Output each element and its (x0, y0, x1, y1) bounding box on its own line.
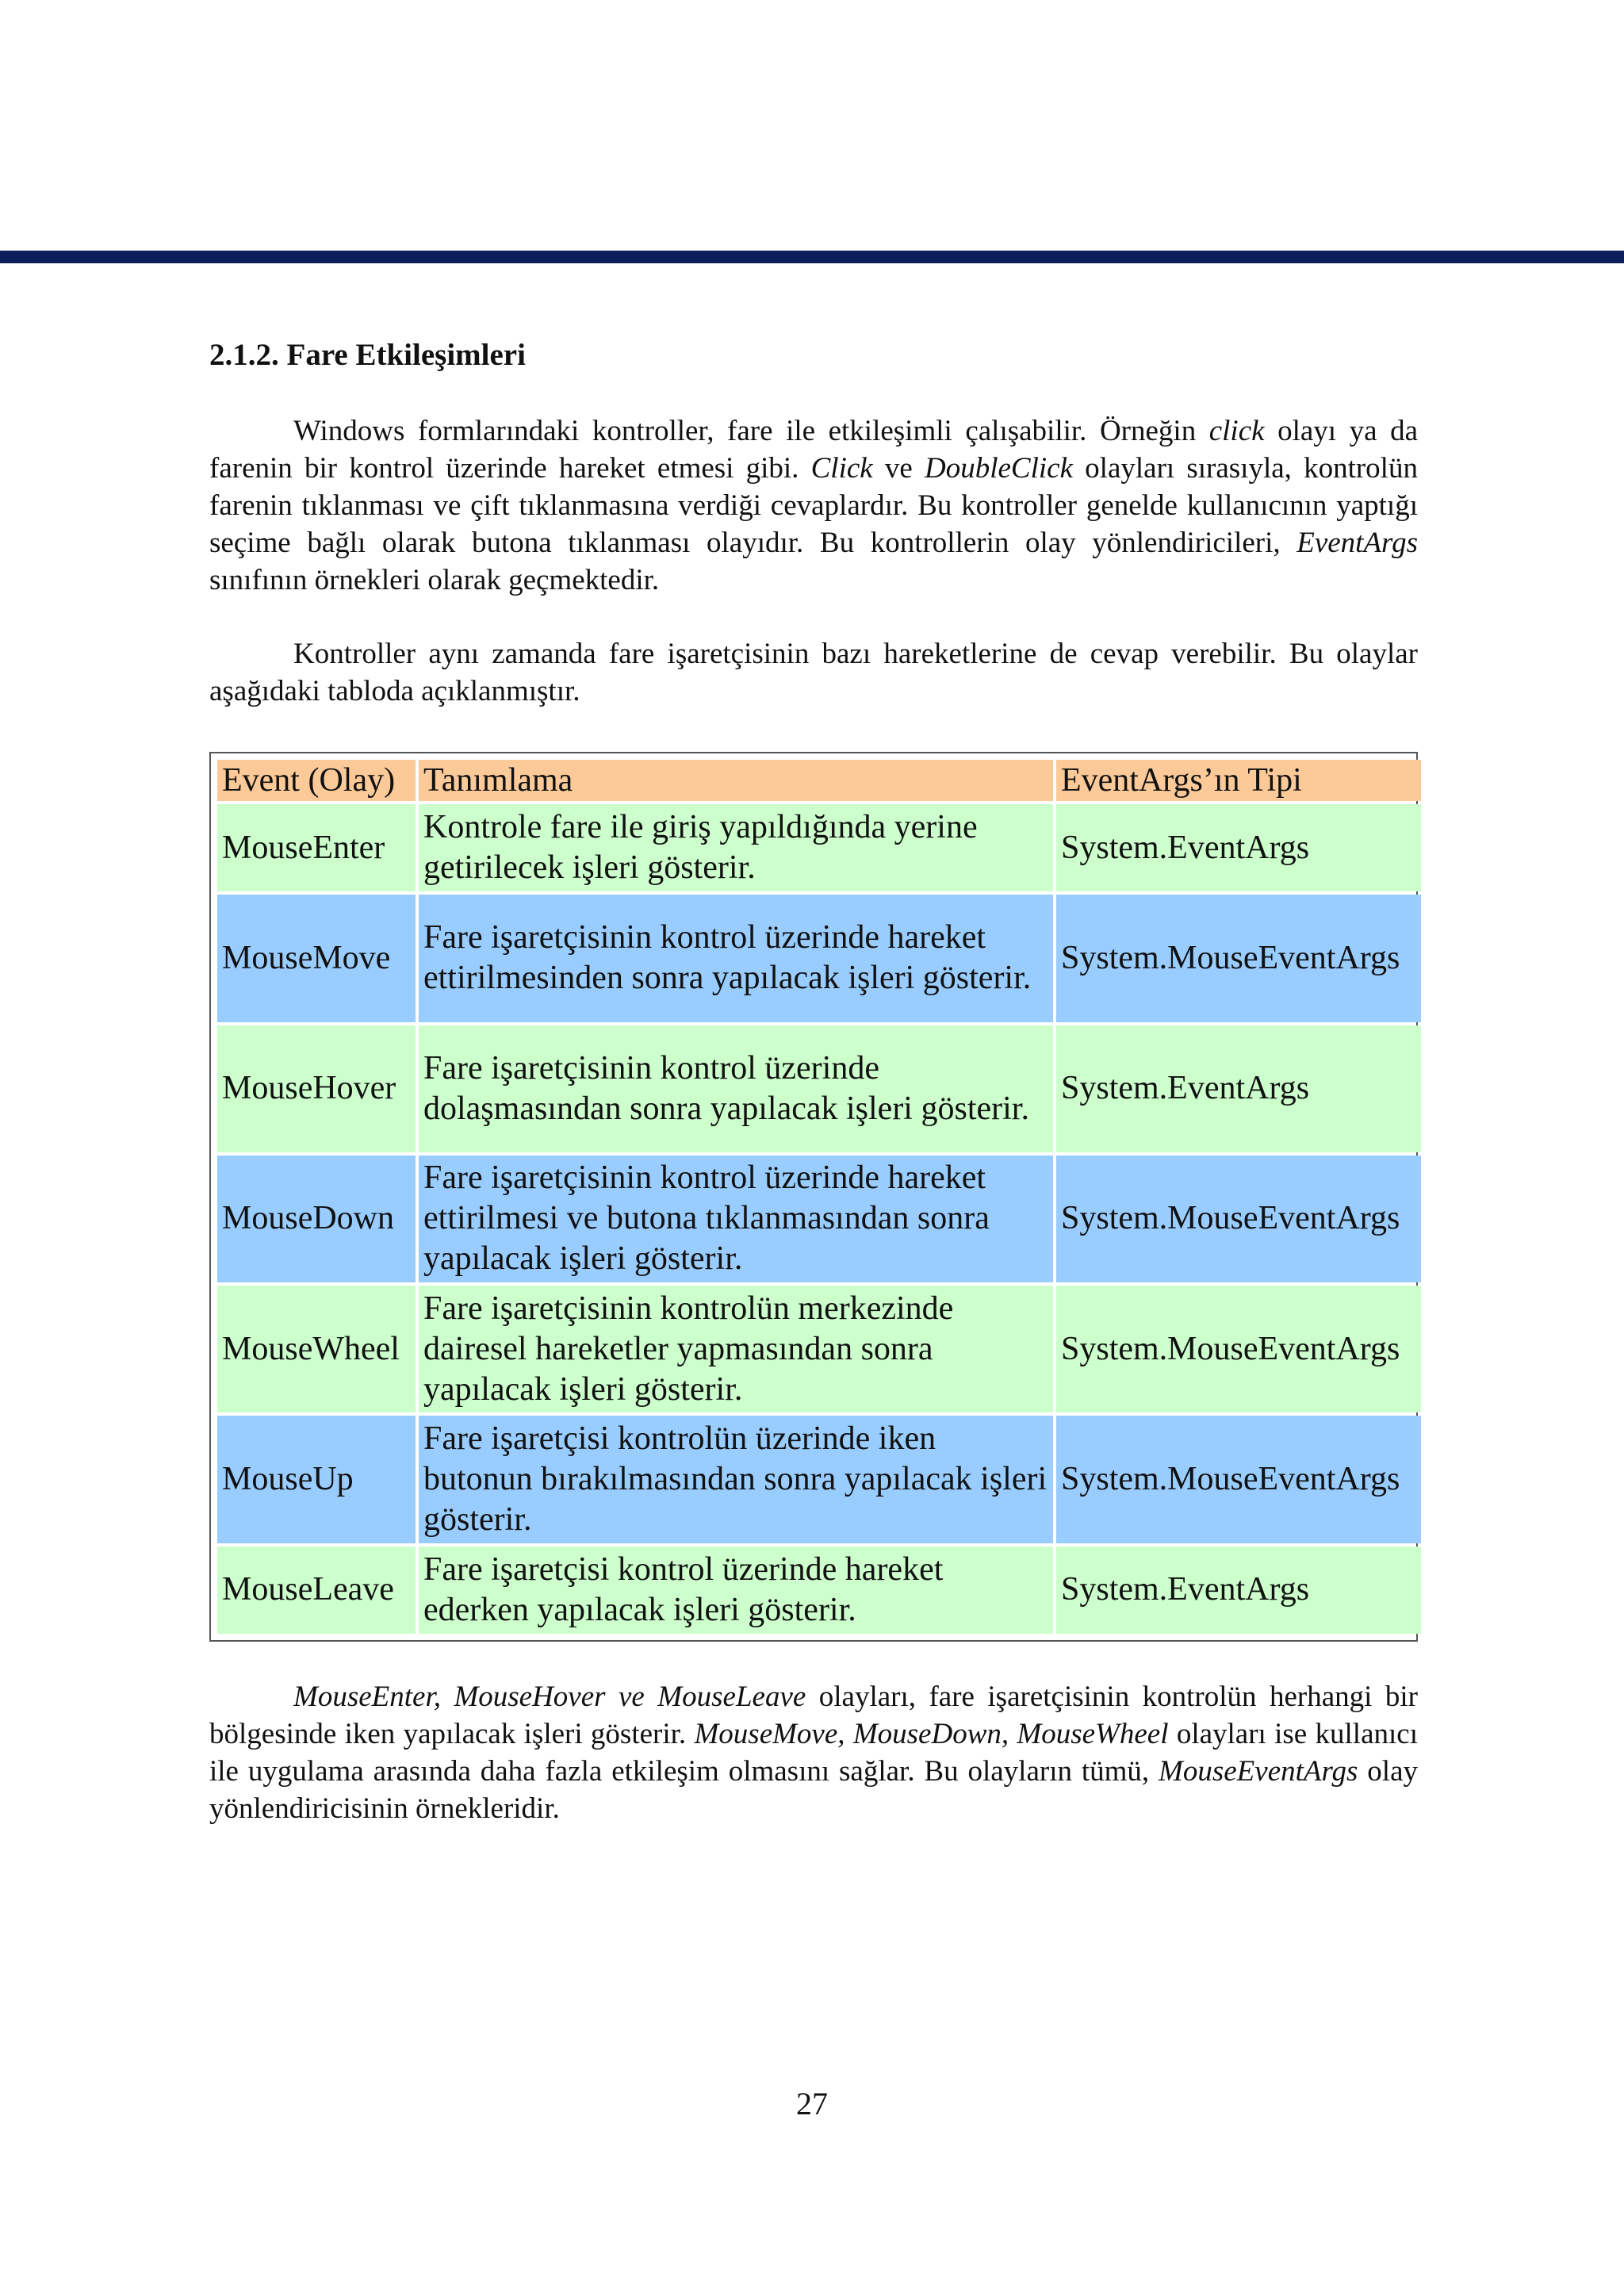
table-header-row (217, 760, 1421, 801)
event-description: Fare işaretçisinin kontrol üzerinde hareket ettirilmesi ve butona tıklanmasından sonra yapılacak işleri gösterir. (419, 1156, 1053, 1282)
event-args-type: System.MouseEventArgs (1056, 1286, 1421, 1412)
table-row (217, 895, 1421, 1021)
event-description: Fare işaretçisinin kontrol üzerinde dolaşmasından sonra yapılacak işleri gösterir. (419, 1025, 1053, 1152)
event-name: MouseDown (217, 1156, 416, 1282)
p3-text-2: olayları ise kullanıcı ile uygulama arasında daha fazla etkileşim olmasını sağlar. Bu olayların tümü, (209, 1718, 1418, 1788)
after-table-content (209, 1678, 1418, 1827)
events-table (214, 757, 1424, 1637)
header-rule (0, 251, 1624, 263)
event-description: Fare işaretçisi kontrol üzerinde hareket ederken yapılacak işleri gösterir. (419, 1547, 1053, 1634)
section-title: 2.1.2. Fare Etkileşimleri (209, 338, 526, 372)
table-row (217, 1286, 1421, 1412)
event-args-type: System.MouseEventArgs (1056, 1416, 1421, 1543)
p1-text-2: olayı ya da farenin bir kontrol üzerinde hareket etmesi gibi. (209, 415, 1418, 485)
event-description: Fare işaretçisinin kontrolün merkezinde dairesel hareketler yapmasından sonra yapılacak işleri gösterir. (419, 1286, 1053, 1412)
p1-text-5: sınıfının örnekleri olarak geçmektedir. (209, 564, 660, 596)
paragraph-2: Kontroller aynı zamanda fare işaretçisinin bazı hareketlerine de cevap verebilir. Bu olaylar aşağıdaki tabloda açıklanmıştır. (209, 638, 1418, 707)
events-table-frame (209, 752, 1418, 1642)
p3-emph-1: MouseEnter, MouseHover ve MouseLeave (293, 1681, 806, 1713)
p1-emph-2: Click (810, 452, 873, 485)
table-row (217, 804, 1421, 891)
event-name: MouseEnter (217, 804, 416, 891)
header-event: Event (Olay) (217, 760, 416, 801)
event-name: MouseUp (217, 1416, 416, 1543)
table-row (217, 1416, 1421, 1543)
event-args-type: System.EventArgs (1056, 1547, 1421, 1634)
event-name: MouseMove (217, 895, 416, 1021)
p1-emph-4: EventArgs (1297, 527, 1418, 559)
p1-text-4: olayları sırasıyla, kontrolün farenin tıklanması ve çift tıklanmasına verdiği cevaplardır. Bu kontroller genelde kullanıcının yaptığı seçime bağlı olarak butona tıklanması olayıdır. Bu kontrollerin olay yönlendiricileri, (209, 452, 1418, 559)
event-name: MouseHover (217, 1025, 416, 1152)
table-row (217, 1025, 1421, 1152)
paragraph-1 (209, 412, 1418, 599)
event-description: Kontrole fare ile giriş yapıldığında yerine getirilecek işleri gösterir. (419, 804, 1053, 891)
header-eventargs-type: EventArgs’ın Tipi (1056, 760, 1421, 801)
p3-text-1: olayları, fare işaretçisinin kontrolün herhangi bir bölgesinde iken yapılacak işleri gösterir. (209, 1681, 1418, 1750)
p3-text-3: olay yönlendiricisinin örnekleridir. (209, 1755, 1419, 1825)
event-name: MouseLeave (217, 1547, 416, 1634)
event-args-type: System.MouseEventArgs (1056, 1156, 1421, 1282)
p1-text-3: ve (872, 452, 925, 485)
p1-text-1: Windows formlarındaki kontroller, fare ile etkileşimli çalışabilir. Örneğin (293, 415, 1209, 447)
event-description: Fare işaretçisi kontrolün üzerinde iken butonun bırakılmasından sonra yapılacak işleri gösterir. (419, 1416, 1053, 1543)
event-description: Fare işaretçisinin kontrol üzerinde hareket ettirilmesinden sonra yapılacak işleri gösterir. (419, 895, 1053, 1021)
header-description: Tanımlama (419, 760, 1053, 801)
table-row (217, 1547, 1421, 1634)
p3-emph-3: MouseEventArgs (1159, 1755, 1358, 1788)
main-content (209, 333, 1418, 710)
p1-emph-1: click (1208, 415, 1265, 447)
event-name: MouseWheel (217, 1286, 416, 1412)
event-args-type: System.EventArgs (1056, 1025, 1421, 1152)
event-args-type: System.MouseEventArgs (1056, 895, 1421, 1021)
page-number: 27 (796, 2086, 828, 2121)
event-args-type: System.EventArgs (1056, 804, 1421, 891)
paragraph-3 (209, 1678, 1418, 1827)
p3-emph-2: MouseMove, MouseDown, MouseWheel (694, 1718, 1169, 1750)
p1-emph-3: DoubleClick (924, 452, 1073, 485)
table-row (217, 1156, 1421, 1282)
